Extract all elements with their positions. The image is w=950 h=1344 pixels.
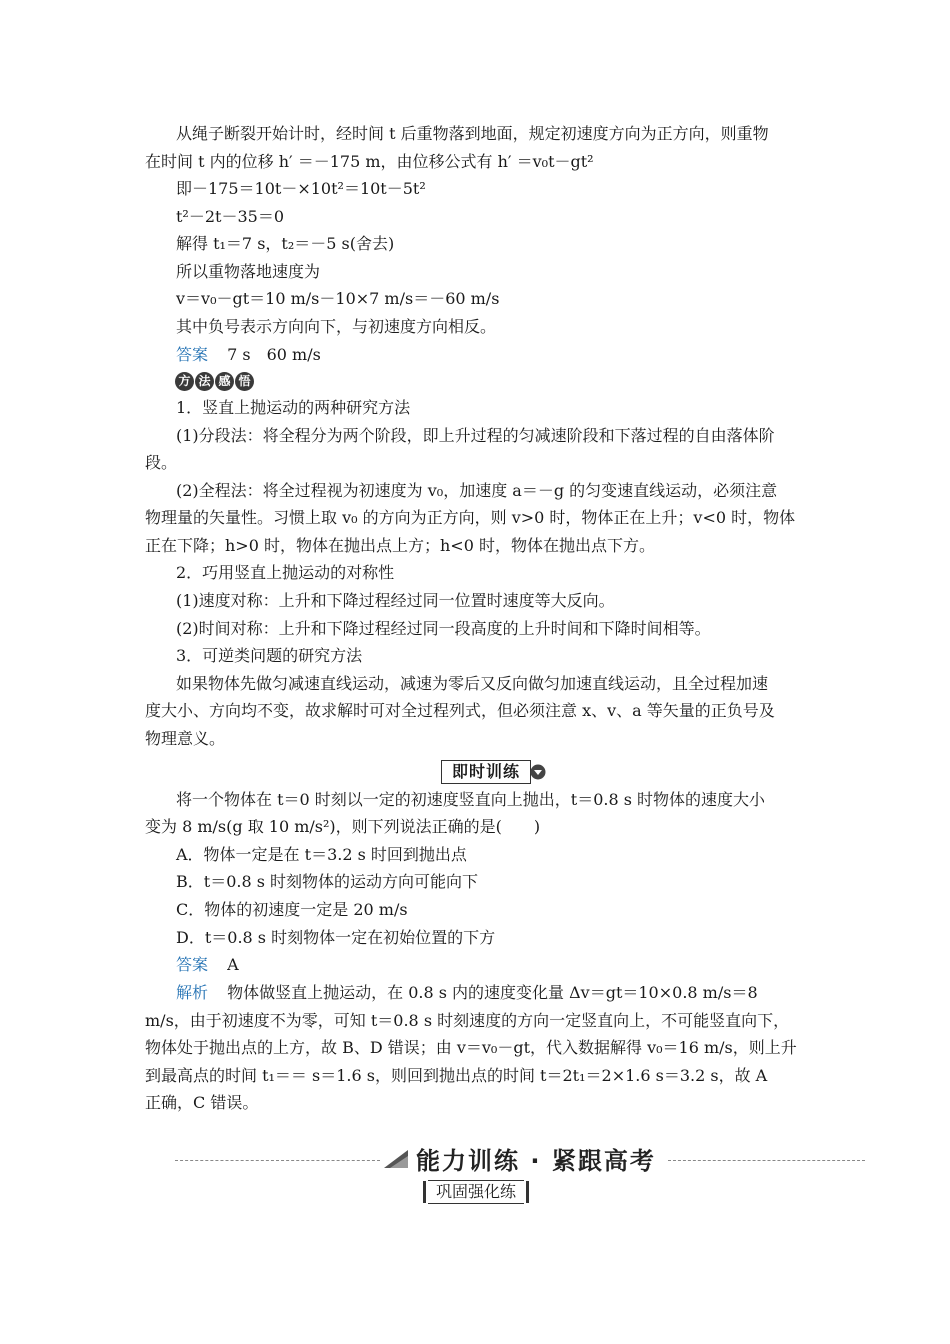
divider-left xyxy=(175,1160,380,1161)
practice-answer-value: A xyxy=(227,955,239,974)
question-line-2: 变为 8 m/s(g 取 10 m/s²)，则下列说法正确的是( ) xyxy=(145,817,541,836)
option-a: A．物体一定是在 t＝3.2 s 时回到抛出点 xyxy=(176,845,467,864)
solution-eq-2: t²－2t－35＝0 xyxy=(176,207,284,226)
badge-char-3: 感 xyxy=(215,372,234,391)
solution-line-1: 从绳子断裂开始计时，经时间 t 后重物落到地面，规定初速度方向为正方向，则重物 xyxy=(176,124,769,143)
analysis-line-2: m/s，由于初速度不为零，可知 t＝0.8 s 时刻速度的方向一定竖直向上，不可能竖直向下， xyxy=(145,1011,790,1030)
solution-eq-5: v＝v₀－gt＝10 m/s－10×7 m/s＝－60 m/s xyxy=(176,289,500,308)
analysis-line-3: 物体处于抛出点的上方，故 B、D 错误；由 v＝v₀－gt，代入数据解得 v₀＝16 m/s，则上升 xyxy=(145,1038,797,1057)
answer-label: 答案 xyxy=(176,345,209,364)
solution-answer xyxy=(176,345,856,365)
chevron-down-icon xyxy=(530,764,546,780)
section-heading xyxy=(382,1143,656,1173)
method-line-7: 2．巧用竖直上抛运动的对称性 xyxy=(176,563,395,582)
badge-char-4: 悟 xyxy=(235,372,254,391)
method-badge xyxy=(175,372,254,392)
practice-answer xyxy=(176,955,856,975)
method-line-11: 如果物体先做匀减速直线运动，减速为零后又反向做匀加速直线运动，且全过程加速 xyxy=(176,674,769,693)
method-line-12: 度大小、方向均不变，故求解时可对全过程列式，但必须注意 x、v、a 等矢量的正负号及 xyxy=(145,701,775,720)
solution-eq-6: 其中负号表示方向向下，与初速度方向相反。 xyxy=(176,317,497,336)
solution-eq-1: 即－175＝10t－×10t²＝10t－5t² xyxy=(176,179,426,198)
method-line-5: 物理量的矢量性。习惯上取 v₀ 的方向为正方向，则 v>0 时，物体正在上升；v<0 时，物体 xyxy=(145,508,796,527)
section-title-text: 能力训练 · 紧跟高考 xyxy=(416,1146,656,1175)
analysis-text-1: 物体做竖直上抛运动，在 0.8 s 内的速度变化量 Δv＝gt＝10×0.8 m/s＝8 xyxy=(227,983,758,1002)
practice-answer-label: 答案 xyxy=(176,955,209,974)
method-line-13: 物理意义。 xyxy=(145,729,226,748)
answer-value: 7 s 60 m/s xyxy=(227,345,321,364)
option-d: D．t＝0.8 s 时刻物体一定在初始位置的下方 xyxy=(176,928,496,947)
analysis-line-4: 到最高点的时间 t₁＝＝ s＝1.6 s，则回到抛出点的时间 t＝2t₁＝2×1.6 s＝3.2 s，故 A xyxy=(145,1066,768,1085)
option-b: B．t＝0.8 s 时刻物体的运动方向可能向下 xyxy=(176,872,479,891)
sub-heading-text: 巩固强化练 xyxy=(428,1180,524,1204)
method-line-9: (2)时间对称：上升和下降过程经过同一段高度的上升时间和下降时间相等。 xyxy=(176,619,711,638)
solution-eq-3: 解得 t₁＝7 s，t₂＝－5 s(舍去) xyxy=(176,234,395,253)
method-line-2: (1)分段法：将全程分为两个阶段，即上升过程的匀减速阶段和下落过程的自由落体阶 xyxy=(176,426,775,445)
badge-char-2: 法 xyxy=(195,372,214,391)
method-line-10: 3．可逆类问题的研究方法 xyxy=(176,646,363,665)
solution-line-2: 在时间 t 内的位移 h′ ＝－175 m，由位移公式有 h′ ＝v₀t－gt² xyxy=(145,152,594,171)
solution-eq-4: 所以重物落地速度为 xyxy=(176,262,321,281)
divider-right xyxy=(668,1160,865,1161)
method-line-6: 正在下降；h>0 时，物体在抛出点上方；h<0 时，物体在抛出点下方。 xyxy=(145,536,655,555)
option-c: C．物体的初速度一定是 20 m/s xyxy=(176,900,408,919)
question-line-1: 将一个物体在 t＝0 时刻以一定的初速度竖直向上抛出，t＝0.8 s 时物体的速度大小 xyxy=(176,790,766,809)
badge-char-1: 方 xyxy=(175,372,194,391)
method-line-3: 段。 xyxy=(145,453,178,472)
method-line-8: (1)速度对称：上升和下降过程经过同一位置时速度等大反向。 xyxy=(176,591,615,610)
method-line-1: 1．竖直上抛运动的两种研究方法 xyxy=(176,398,411,417)
sub-heading-bar-right xyxy=(526,1181,529,1203)
sub-heading-bar-left xyxy=(423,1181,426,1203)
practice-title: 即时训练 xyxy=(441,760,531,784)
rising-bars-icon xyxy=(382,1146,410,1170)
analysis-line-1 xyxy=(176,983,856,1003)
method-line-4: (2)全程法：将全过程视为初速度为 v₀，加速度 a＝－g 的匀变速直线运动，必须注意 xyxy=(176,481,778,500)
analysis-label: 解析 xyxy=(176,983,209,1002)
sub-heading xyxy=(421,1180,531,1204)
analysis-line-5: 正确，C 错误。 xyxy=(145,1093,259,1112)
